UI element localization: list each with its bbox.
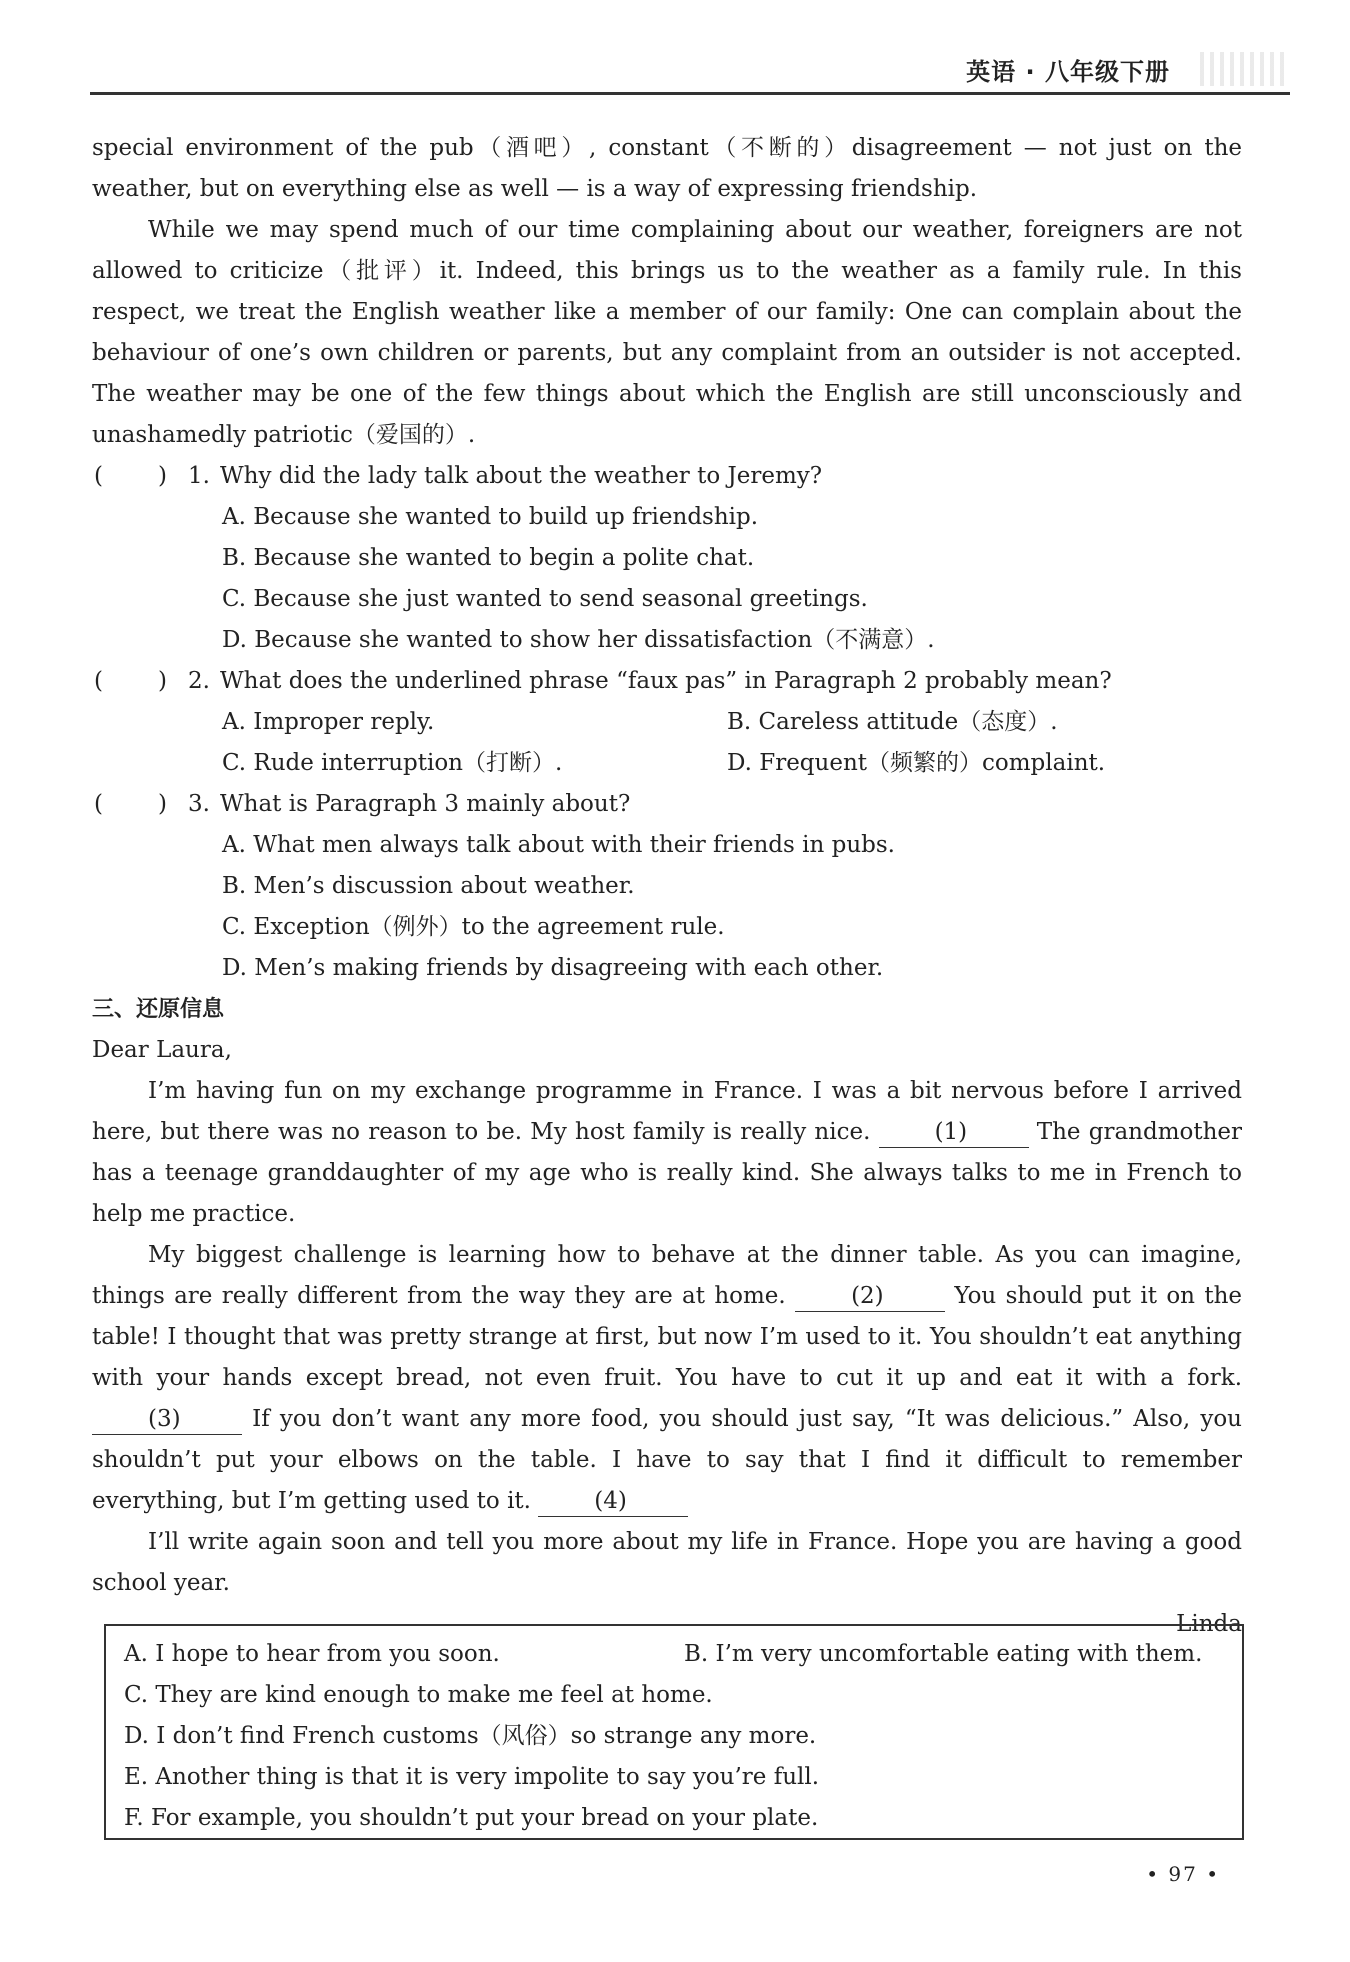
option-a: A. Because she wanted to build up friendship. [222, 504, 759, 530]
letter-paragraph-2 [92, 1235, 1242, 1522]
answer-paren-open: ( [94, 791, 103, 817]
page-header [90, 48, 1290, 95]
answer-paren-close: ) [158, 463, 167, 489]
letter-text: My biggest challenge is learning how to behave at the dinner table. As you can imagine, things are really different from the way they are at home. [92, 1242, 1242, 1309]
question-stem: Why did the lady talk about the weather to Jeremy? [220, 463, 823, 489]
box-option-d: D. I don’t find French customs（风俗）so strange any more. [124, 1723, 817, 1749]
box-option-b: B. I’m very uncomfortable eating with them. [684, 1641, 1203, 1667]
letter-signature: Linda [1176, 1611, 1242, 1637]
question-number: 2. [188, 668, 210, 694]
option-d: D. Frequent（频繁的）complaint. [727, 750, 1106, 776]
answer-paren-open: ( [94, 668, 103, 694]
option-c: C. Exception（例外）to the agreement rule. [222, 914, 725, 940]
blank-2: (2) [795, 1281, 945, 1312]
option-b: B. Men’s discussion about weather. [222, 873, 635, 899]
question-stem: What is Paragraph 3 mainly about? [220, 791, 631, 817]
header-decoration [1200, 52, 1290, 86]
question-1 [92, 456, 1242, 497]
page-content [92, 128, 1242, 1645]
box-option-e: E. Another thing is that it is very impolite to say you’re full. [124, 1764, 820, 1790]
box-option-a: A. I hope to hear from you soon. [124, 1641, 500, 1667]
answer-paren-open: ( [94, 463, 103, 489]
letter-text: You should put it on the table! I thought that was pretty strange at first, but now I’m used to it. You shouldn’t eat anything with your hands except bread, not even fruit. You have to cut it up and eat it with a fork. [92, 1283, 1242, 1391]
header-title: 英语 · 八年级下册 [966, 58, 1170, 86]
option-b: B. Careless attitude（态度）. [727, 709, 1058, 735]
page-number: • 97 • [1146, 1862, 1220, 1886]
options-box [104, 1624, 1244, 1840]
answer-paren-close: ) [158, 668, 167, 694]
option-row [92, 743, 1242, 784]
passage-paragraph-continued: special environment of the pub（酒吧）, constant（不断的）disagreement — not just on the weather, but on everything else as well — is a way of expressing friendship. [92, 135, 1242, 202]
box-option-c: C. They are kind enough to make me feel at home. [124, 1682, 713, 1708]
question-number: 1. [188, 463, 210, 489]
option-c: C. Rude interruption（打断）. [222, 750, 563, 776]
blank-4: (4) [538, 1486, 688, 1517]
letter-text: I’m having fun on my exchange programme in France. I was a bit nervous before I arrived here, but there was no reason to be. My host family is really nice. [92, 1078, 1242, 1145]
options-row [124, 1634, 1224, 1675]
option-row [92, 702, 1242, 743]
question-stem: What does the underlined phrase “faux pas” in Paragraph 2 probably mean? [220, 668, 1112, 694]
blank-1: (1) [879, 1117, 1029, 1148]
letter-text: The grandmother has a teenage granddaughter of my age who is really kind. She always talks to me in French to help me practice. [92, 1119, 1243, 1227]
box-option-f: F. For example, you shouldn’t put your bread on your plate. [124, 1805, 819, 1831]
passage-paragraph-last: While we may spend much of our time complaining about our weather, foreigners are not allowed to criticize（批评）it. Indeed, this brings us to the weather as a family rule. In this respect, we treat the English weather like a member of our family: One can complain about the behaviour of one’s own children or parents, but any complaint from an outsider is not accepted. The weather may be one of the few things about which the English are still unconsciously and unashamedly patriotic（爱国的）. [92, 217, 1242, 448]
option-d: D. Because she wanted to show her dissatisfaction（不满意）. [222, 627, 935, 653]
option-a: A. Improper reply. [222, 709, 435, 735]
option-d: D. Men’s making friends by disagreeing with each other. [222, 955, 884, 981]
question-3 [92, 784, 1242, 825]
option-a: A. What men always talk about with their friends in pubs. [222, 832, 895, 858]
option-b: B. Because she wanted to begin a polite chat. [222, 545, 755, 571]
answer-paren-close: ) [158, 791, 167, 817]
question-2 [92, 661, 1242, 702]
letter-text: If you don’t want any more food, you should just say, “It was delicious.” Also, you shouldn’t put your elbows on the table. I have to say that I find it difficult to remember everything, but I’m getting used to it. [92, 1406, 1242, 1514]
section-title: 三、还原信息 [92, 997, 225, 1022]
letter-greeting: Dear Laura, [92, 1037, 232, 1063]
question-number: 3. [188, 791, 210, 817]
option-c: C. Because she just wanted to send seasonal greetings. [222, 586, 868, 612]
letter-paragraph-3: I’ll write again soon and tell you more about my life in France. Hope you are having a good school year. [92, 1529, 1242, 1596]
letter-paragraph-1 [92, 1071, 1242, 1235]
blank-3: (3) [92, 1404, 242, 1435]
